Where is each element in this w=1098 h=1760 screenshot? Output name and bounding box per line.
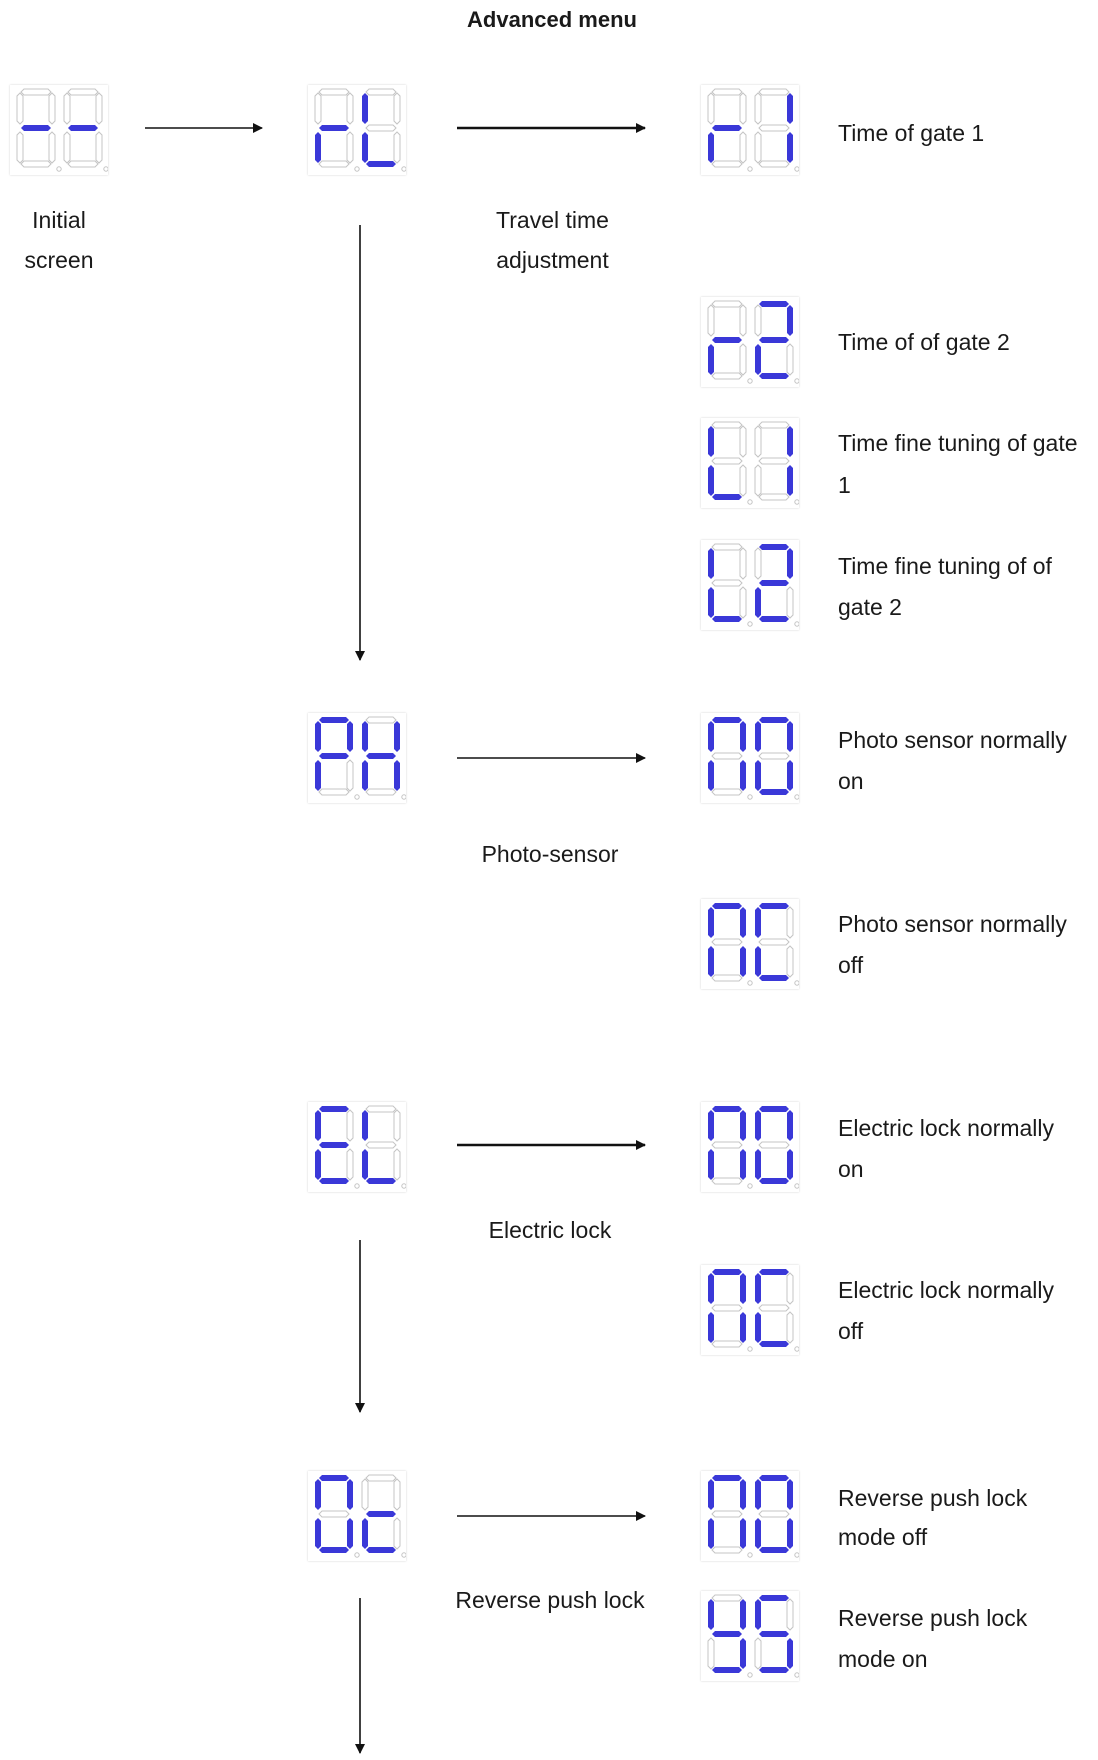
- segment-c: [787, 1312, 793, 1343]
- decimal-point: [57, 167, 61, 171]
- segment-c: [740, 465, 746, 496]
- segment-e: [708, 760, 714, 791]
- segment-a: [712, 1106, 742, 1112]
- segment-f: [708, 548, 714, 579]
- segment-f: [708, 1599, 714, 1630]
- segment-e: [708, 1518, 714, 1549]
- label-el-no-line2: on: [838, 1156, 864, 1182]
- segment-d: [712, 616, 742, 622]
- segment-d: [319, 789, 349, 795]
- segment-d: [366, 1178, 396, 1184]
- segment-a: [712, 1269, 742, 1275]
- segment-c: [787, 465, 793, 496]
- segment-g: [712, 939, 742, 945]
- decimal-point: [748, 981, 752, 985]
- segment-f: [362, 1479, 368, 1510]
- segment-a: [366, 1475, 396, 1481]
- segment-a: [319, 1475, 349, 1481]
- decimal-point: [795, 622, 799, 626]
- label-r2: Time of of gate 2: [838, 329, 1010, 355]
- segment-c: [740, 1312, 746, 1343]
- segment-a: [712, 1595, 742, 1601]
- segment-g: [712, 1142, 742, 1148]
- decimal-point: [402, 167, 406, 171]
- segment-a: [712, 544, 742, 550]
- seven-segment-ph-no: [701, 713, 799, 803]
- label-el-nc-line1: Electric lock normally: [838, 1277, 1054, 1303]
- segment-d: [319, 161, 349, 167]
- segment-c: [49, 132, 55, 163]
- segment-c: [787, 946, 793, 977]
- segment-d: [68, 161, 98, 167]
- segment-d: [712, 975, 742, 981]
- segment-b: [787, 1110, 793, 1141]
- segment-a: [366, 1106, 396, 1112]
- segment-a: [366, 717, 396, 723]
- segment-e: [755, 1518, 761, 1549]
- segment-c: [347, 1149, 353, 1180]
- segment-b: [740, 1479, 746, 1510]
- decimal-point: [402, 1184, 406, 1188]
- segment-c: [787, 1149, 793, 1180]
- label-reverse-push-lock: Reverse push lock: [455, 1587, 645, 1613]
- segment-g: [759, 125, 789, 131]
- segment-b: [787, 548, 793, 579]
- segment-g: [319, 1511, 349, 1517]
- segment-g: [319, 125, 349, 131]
- display-l1: [701, 418, 799, 508]
- segment-c: [740, 760, 746, 791]
- segment-a: [759, 1475, 789, 1481]
- segment-c: [740, 587, 746, 618]
- segment-c: [347, 132, 353, 163]
- segment-c: [394, 1149, 400, 1180]
- segment-e: [362, 132, 368, 163]
- segment-d: [712, 1547, 742, 1553]
- decimal-point: [402, 795, 406, 799]
- decimal-point: [795, 500, 799, 504]
- segment-f: [315, 721, 321, 752]
- segment-b: [394, 721, 400, 752]
- seven-segment-el-nc: [701, 1265, 799, 1355]
- segment-b: [787, 1599, 793, 1630]
- segment-f: [315, 93, 321, 124]
- segment-e: [315, 1149, 321, 1180]
- display-reverse-no: [701, 1471, 799, 1561]
- decimal-point: [795, 795, 799, 799]
- display-electric-lock: [308, 1102, 406, 1192]
- decimal-point: [748, 1673, 752, 1677]
- segment-e: [708, 465, 714, 496]
- label-ph-nc-line2: off: [838, 952, 864, 978]
- segment-a: [759, 1595, 789, 1601]
- segment-d: [759, 1178, 789, 1184]
- segment-a: [712, 422, 742, 428]
- segment-c: [740, 344, 746, 375]
- decimal-point: [104, 167, 108, 171]
- decimal-point: [748, 795, 752, 799]
- label-el-nc-line2: off: [838, 1318, 864, 1344]
- segment-c: [787, 1518, 793, 1549]
- segment-a: [319, 89, 349, 95]
- segment-f: [708, 305, 714, 336]
- decimal-point: [795, 1553, 799, 1557]
- segment-f: [755, 1110, 761, 1141]
- segment-g: [759, 458, 789, 464]
- segment-e: [755, 344, 761, 375]
- segment-g: [759, 580, 789, 586]
- segment-b: [394, 1110, 400, 1141]
- segment-b: [787, 1273, 793, 1304]
- segment-f: [755, 1273, 761, 1304]
- segment-b: [740, 426, 746, 457]
- display-photo-no: [701, 713, 799, 803]
- display-reverse-push-lock: [308, 1471, 406, 1561]
- segment-f: [708, 426, 714, 457]
- segment-d: [759, 494, 789, 500]
- segment-a: [319, 1106, 349, 1112]
- segment-e: [708, 132, 714, 163]
- label-travel-line1: Travel time: [496, 207, 609, 233]
- segment-g: [712, 1511, 742, 1517]
- seven-segment-oc: [308, 1471, 406, 1561]
- segment-f: [315, 1110, 321, 1141]
- segment-c: [787, 344, 793, 375]
- segment-d: [712, 373, 742, 379]
- segment-e: [708, 946, 714, 977]
- segment-a: [759, 1106, 789, 1112]
- segment-f: [755, 1479, 761, 1510]
- display-electric-nc: [701, 1265, 799, 1355]
- segment-f: [64, 93, 70, 124]
- segment-a: [712, 89, 742, 95]
- display-electric-no: [701, 1102, 799, 1192]
- segment-g: [712, 753, 742, 759]
- segment-e: [708, 587, 714, 618]
- segment-d: [759, 789, 789, 795]
- segment-d: [366, 161, 396, 167]
- segment-c: [787, 587, 793, 618]
- segment-c: [787, 1638, 793, 1669]
- segment-f: [362, 1110, 368, 1141]
- segment-c: [347, 760, 353, 791]
- segment-e: [755, 1312, 761, 1343]
- segment-f: [708, 907, 714, 938]
- segment-a: [759, 717, 789, 723]
- segment-e: [708, 1149, 714, 1180]
- segment-f: [708, 721, 714, 752]
- segment-e: [64, 132, 70, 163]
- segment-d: [712, 494, 742, 500]
- label-ph-nc-line1: Photo sensor normally: [838, 911, 1067, 937]
- decimal-point: [355, 795, 359, 799]
- segment-b: [740, 305, 746, 336]
- segment-e: [755, 1149, 761, 1180]
- segment-e: [755, 132, 761, 163]
- label-el-no-line1: Electric lock normally: [838, 1115, 1054, 1141]
- segment-d: [759, 373, 789, 379]
- label-initial-line2: screen: [24, 247, 94, 273]
- segment-f: [362, 93, 368, 124]
- segment-d: [712, 161, 742, 167]
- segment-e: [708, 1312, 714, 1343]
- segment-c: [740, 1518, 746, 1549]
- segment-d: [759, 975, 789, 981]
- decimal-point: [748, 500, 752, 504]
- segment-d: [712, 1178, 742, 1184]
- segment-a: [319, 717, 349, 723]
- seven-segment-rl: [308, 85, 406, 175]
- decimal-point: [748, 379, 752, 383]
- segment-b: [740, 721, 746, 752]
- segment-b: [347, 1110, 353, 1141]
- seven-segment-oc-ys: [701, 1591, 799, 1681]
- segment-d: [319, 1547, 349, 1553]
- label-travel-line2: adjustment: [496, 247, 609, 273]
- decimal-point: [402, 1553, 406, 1557]
- segment-a: [712, 1475, 742, 1481]
- segment-g: [759, 337, 789, 343]
- segment-e: [755, 587, 761, 618]
- display-l2: [701, 540, 799, 630]
- segment-f: [755, 305, 761, 336]
- decimal-point: [748, 1553, 752, 1557]
- segment-b: [787, 93, 793, 124]
- segment-d: [712, 1667, 742, 1673]
- segment-g: [68, 125, 98, 131]
- segment-f: [755, 426, 761, 457]
- segment-f: [755, 548, 761, 579]
- segment-b: [787, 1479, 793, 1510]
- segment-g: [759, 1305, 789, 1311]
- label-l1-line2: 1: [838, 472, 851, 498]
- segment-d: [759, 1341, 789, 1347]
- segment-g: [712, 125, 742, 131]
- segment-d: [366, 1547, 396, 1553]
- segment-g: [21, 125, 51, 131]
- segment-c: [347, 1518, 353, 1549]
- segment-e: [362, 760, 368, 791]
- segment-e: [315, 132, 321, 163]
- label-electric-lock: Electric lock: [488, 1217, 612, 1243]
- segment-g: [712, 458, 742, 464]
- segment-c: [394, 760, 400, 791]
- segment-e: [708, 344, 714, 375]
- segment-d: [759, 616, 789, 622]
- decimal-point: [355, 1184, 359, 1188]
- segment-c: [740, 1638, 746, 1669]
- decimal-point: [748, 167, 752, 171]
- segment-a: [759, 301, 789, 307]
- segment-b: [740, 1273, 746, 1304]
- segment-f: [755, 907, 761, 938]
- segment-e: [708, 1638, 714, 1669]
- segment-a: [759, 544, 789, 550]
- display-travel-time: [308, 85, 406, 175]
- segment-a: [712, 717, 742, 723]
- seven-segment-l1: [701, 418, 799, 508]
- decimal-point: [795, 1184, 799, 1188]
- segment-c: [740, 132, 746, 163]
- segment-c: [787, 760, 793, 791]
- segment-a: [21, 89, 51, 95]
- segment-a: [759, 422, 789, 428]
- label-r1: Time of gate 1: [838, 120, 985, 146]
- segment-f: [708, 1479, 714, 1510]
- segment-f: [362, 721, 368, 752]
- segment-e: [755, 465, 761, 496]
- seven-segment-r1: [701, 85, 799, 175]
- segment-a: [366, 89, 396, 95]
- segment-d: [319, 1178, 349, 1184]
- segment-b: [394, 1479, 400, 1510]
- seven-segment-initial: [10, 85, 108, 175]
- segment-f: [17, 93, 23, 124]
- segment-b: [347, 1479, 353, 1510]
- decimal-point: [795, 981, 799, 985]
- segment-c: [787, 132, 793, 163]
- label-ph-no-line1: Photo sensor normally: [838, 727, 1067, 753]
- segment-b: [740, 93, 746, 124]
- label-photo-sensor: Photo-sensor: [481, 841, 619, 867]
- segment-g: [366, 1142, 396, 1148]
- segment-f: [755, 93, 761, 124]
- segment-e: [315, 1518, 321, 1549]
- decimal-point: [748, 622, 752, 626]
- segment-g: [759, 1142, 789, 1148]
- segment-g: [759, 939, 789, 945]
- display-reverse-ys: [701, 1591, 799, 1681]
- seven-segment-l2: [701, 540, 799, 630]
- segment-e: [755, 1638, 761, 1669]
- label-oc-ys-line2: mode on: [838, 1646, 928, 1672]
- segment-e: [362, 1149, 368, 1180]
- display-initial-screen: [10, 85, 108, 175]
- segment-b: [347, 721, 353, 752]
- decimal-point: [795, 167, 799, 171]
- segment-f: [708, 93, 714, 124]
- seven-segment-ph-nc: [701, 899, 799, 989]
- decimal-point: [355, 167, 359, 171]
- display-photo-sensor: [308, 713, 406, 803]
- segment-b: [740, 1599, 746, 1630]
- segment-c: [394, 132, 400, 163]
- segment-d: [21, 161, 51, 167]
- segment-f: [755, 721, 761, 752]
- segment-b: [740, 1110, 746, 1141]
- segment-a: [759, 1269, 789, 1275]
- decimal-point: [795, 379, 799, 383]
- segment-g: [759, 1511, 789, 1517]
- seven-segment-el: [308, 1102, 406, 1192]
- segment-f: [755, 1599, 761, 1630]
- segment-f: [708, 1273, 714, 1304]
- segment-f: [315, 1479, 321, 1510]
- segment-g: [366, 753, 396, 759]
- segment-g: [759, 753, 789, 759]
- segment-c: [740, 946, 746, 977]
- seven-segment-ph: [308, 713, 406, 803]
- label-l2-line2: gate 2: [838, 594, 902, 620]
- segment-d: [712, 789, 742, 795]
- segment-g: [366, 1511, 396, 1517]
- seven-segment-oc-no: [701, 1471, 799, 1561]
- label-oc-no-line2: mode off: [838, 1524, 928, 1550]
- segment-b: [787, 907, 793, 938]
- segment-c: [394, 1518, 400, 1549]
- segment-b: [740, 907, 746, 938]
- segment-b: [787, 721, 793, 752]
- segment-g: [712, 1631, 742, 1637]
- decimal-point: [748, 1347, 752, 1351]
- segment-d: [366, 789, 396, 795]
- segment-g: [712, 1305, 742, 1311]
- display-photo-nc: [701, 899, 799, 989]
- segment-b: [49, 93, 55, 124]
- label-initial-line1: Initial: [32, 207, 86, 233]
- segment-g: [712, 337, 742, 343]
- segment-e: [755, 760, 761, 791]
- segment-a: [712, 301, 742, 307]
- segment-e: [315, 760, 321, 791]
- decimal-point: [355, 1553, 359, 1557]
- segment-g: [366, 125, 396, 131]
- label-l1-line1: Time fine tuning of gate: [838, 430, 1078, 456]
- segment-g: [319, 753, 349, 759]
- decimal-point: [795, 1673, 799, 1677]
- segment-e: [755, 946, 761, 977]
- segment-b: [96, 93, 102, 124]
- label-oc-no-line1: Reverse push lock: [838, 1485, 1028, 1511]
- segment-g: [712, 580, 742, 586]
- segment-b: [394, 93, 400, 124]
- segment-g: [319, 1142, 349, 1148]
- diagram-title: Advanced menu: [467, 7, 637, 32]
- segment-e: [17, 132, 23, 163]
- segment-a: [759, 903, 789, 909]
- seven-segment-el-no: [701, 1102, 799, 1192]
- segment-c: [740, 1149, 746, 1180]
- segment-c: [96, 132, 102, 163]
- segment-b: [787, 426, 793, 457]
- segment-a: [68, 89, 98, 95]
- display-r1: [701, 85, 799, 175]
- segment-a: [759, 89, 789, 95]
- label-l2-line1: Time fine tuning of of: [838, 553, 1052, 579]
- segment-d: [712, 1341, 742, 1347]
- seven-segment-r2: [701, 297, 799, 387]
- segment-f: [708, 1110, 714, 1141]
- decimal-point: [748, 1184, 752, 1188]
- segment-b: [347, 93, 353, 124]
- decimal-point: [795, 1347, 799, 1351]
- segment-d: [759, 161, 789, 167]
- segment-b: [787, 305, 793, 336]
- display-r2: [701, 297, 799, 387]
- segment-d: [759, 1547, 789, 1553]
- segment-g: [759, 1631, 789, 1637]
- label-ph-no-line2: on: [838, 768, 864, 794]
- segment-e: [362, 1518, 368, 1549]
- segment-b: [740, 548, 746, 579]
- label-oc-ys-line1: Reverse push lock: [838, 1605, 1028, 1631]
- segment-d: [759, 1667, 789, 1673]
- segment-a: [712, 903, 742, 909]
